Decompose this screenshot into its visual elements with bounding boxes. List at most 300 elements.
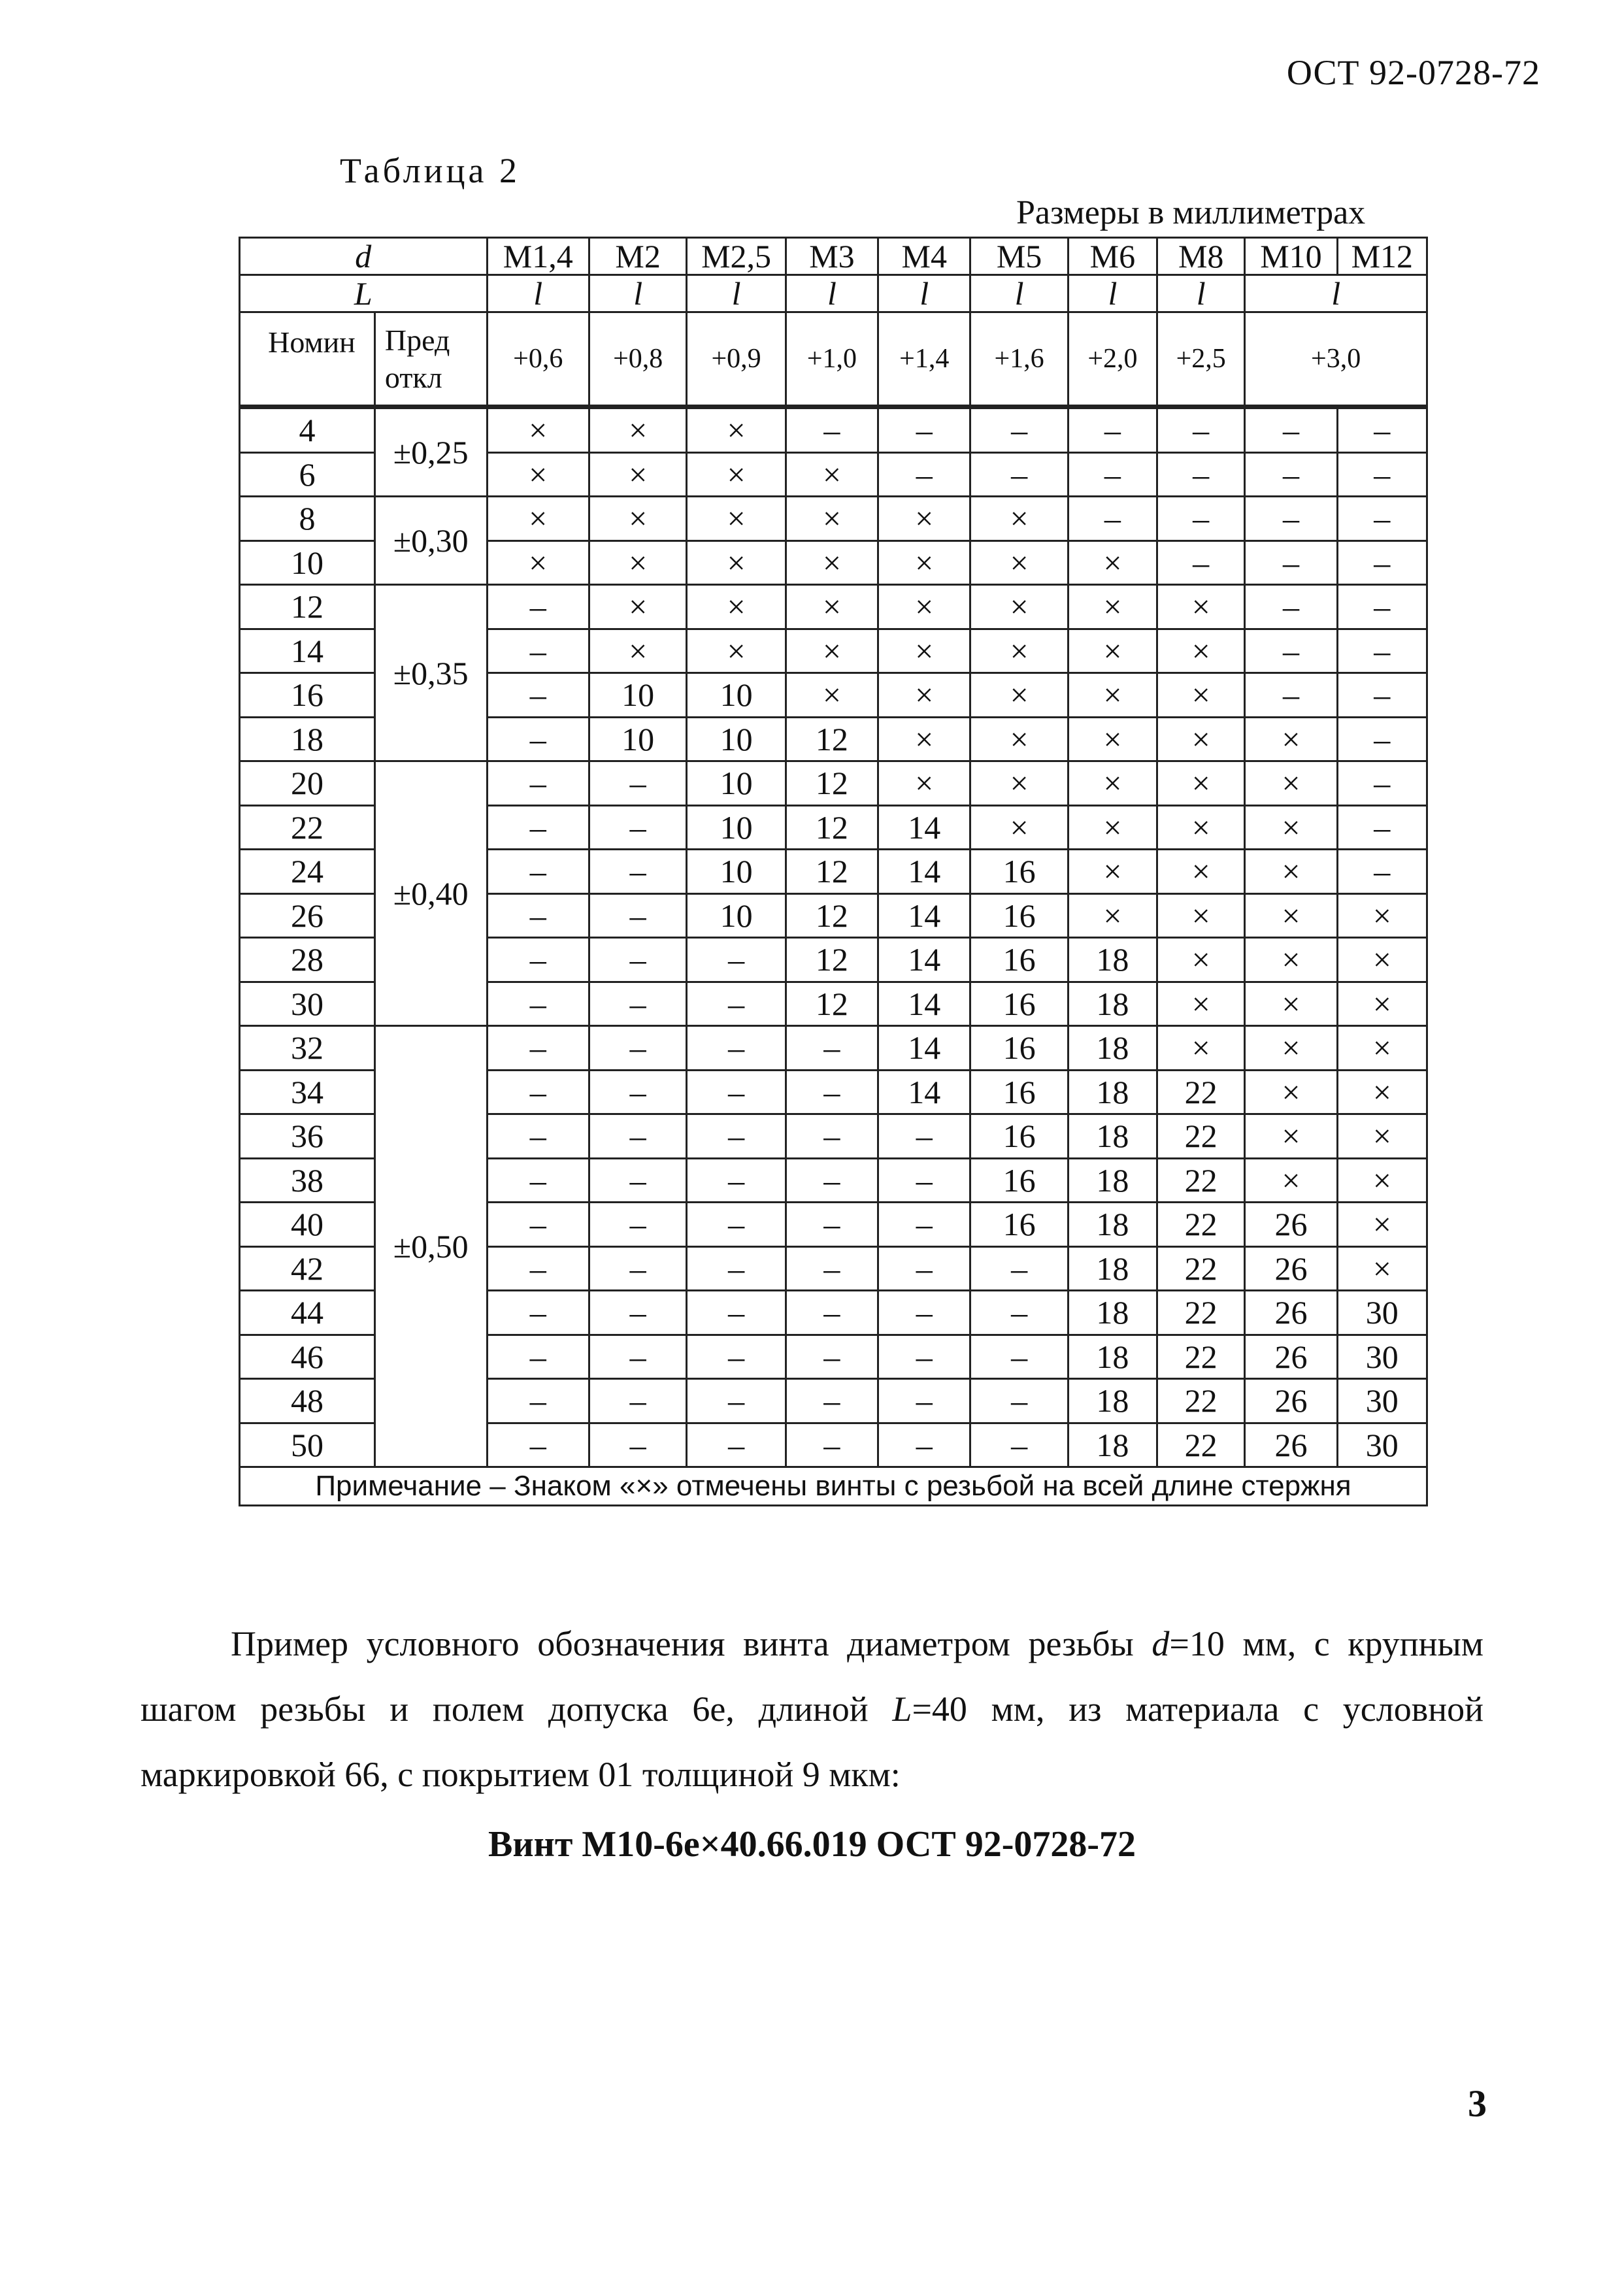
value-cell: × [487,407,589,453]
value-cell: × [1157,1026,1245,1071]
nominal-length-cell: 32 [240,1026,375,1071]
value-cell: × [786,585,878,629]
value-cell: 12 [786,717,878,761]
value-cell: 16 [970,893,1068,938]
value-cell: – [1157,452,1245,497]
value-cell: – [687,1026,786,1071]
value-cell: × [487,497,589,541]
designation-code: Винт М10-6е×40.66.019 ОСТ 92-0728-72 [488,1824,1136,1865]
thread-header-cell: М2,5 [687,238,786,275]
value-cell: – [687,1379,786,1423]
value-cell: × [1337,1246,1427,1291]
value-cell: 10 [687,893,786,938]
value-cell: – [487,717,589,761]
value-cell: – [786,1203,878,1247]
nominal-length-cell: 16 [240,673,375,718]
value-cell: 26 [1245,1203,1337,1247]
tolerance-cell: ±0,40 [374,761,487,1026]
value-cell: × [1245,850,1337,894]
value-cell: 16 [970,1114,1068,1159]
L-label: L [240,275,488,312]
value-cell: × [970,629,1068,673]
value-cell: × [786,629,878,673]
value-cell: × [1068,585,1157,629]
table-row [240,1026,1427,1071]
value-cell: – [786,1335,878,1379]
value-cell: × [1068,805,1157,850]
value-cell: 22 [1157,1335,1245,1379]
value-cell: – [1068,407,1157,453]
value-cell: – [878,1246,970,1291]
value-cell: × [687,452,786,497]
value-cell: – [786,1291,878,1335]
value-cell: – [878,1158,970,1203]
value-cell: – [878,1114,970,1159]
value-cell: 16 [970,1158,1068,1203]
value-cell: – [589,1203,686,1247]
nominal-length-cell: 24 [240,850,375,894]
value-cell: – [687,1291,786,1335]
value-cell: × [1157,585,1245,629]
value-cell: × [878,629,970,673]
nominal-length-cell: 44 [240,1291,375,1335]
value-cell: 14 [878,1070,970,1114]
value-cell: 10 [687,673,786,718]
value-cell: × [1245,1158,1337,1203]
value-cell: – [687,1203,786,1247]
value-cell: – [786,1379,878,1423]
deviation-label: Пред откл [374,312,487,407]
value-cell: – [786,1026,878,1071]
example-text-2: =10 мм, с крупным шагом резьбы и полем допуска 6е, длиной [141,1624,1483,1729]
value-cell: 26 [1245,1423,1337,1467]
d-variable: d [1152,1624,1170,1663]
value-cell: – [687,1070,786,1114]
value-cell: × [1157,982,1245,1026]
value-cell: – [487,1335,589,1379]
value-cell: – [687,1158,786,1203]
value-cell: × [786,452,878,497]
value-cell: × [589,585,686,629]
value-cell: – [1337,850,1427,894]
value-cell: 10 [687,761,786,806]
value-cell: – [487,1114,589,1159]
value-cell: – [1337,585,1427,629]
value-cell: – [1337,673,1427,718]
tolerance-cell: ±0,35 [374,585,487,761]
table-note: Примечание – Знаком «×» отмечены винты с резьбой на всей длине стержня [240,1467,1427,1506]
value-cell: × [1337,1070,1427,1114]
value-cell: – [970,1291,1068,1335]
value-cell: 18 [1068,1114,1157,1159]
d-label: d [240,238,488,275]
value-cell: – [786,1114,878,1159]
value-cell: × [687,497,786,541]
value-cell: – [1068,497,1157,541]
value-cell: 18 [1068,1335,1157,1379]
nominal-length-cell: 30 [240,982,375,1026]
value-cell: 18 [1068,1291,1157,1335]
value-cell: × [1157,717,1245,761]
value-cell: × [1157,673,1245,718]
example-text-3: =40 мм, из материала с условной маркировкой 66, с покрытием 01 толщиной 9 мкм: [141,1689,1483,1794]
value-cell: – [487,1070,589,1114]
value-cell: – [1337,805,1427,850]
value-cell: 12 [786,982,878,1026]
thread-header-cell: М5 [970,238,1068,275]
nominal-length-cell: 10 [240,540,375,585]
value-cell: × [1337,982,1427,1026]
deviation-header-row [240,312,1427,407]
thread-header-cell: М4 [878,238,970,275]
value-cell: – [970,407,1068,453]
l-deviation-cell: +1,0 [786,312,878,407]
l-deviation-cell: +0,6 [487,312,589,407]
value-cell: × [970,673,1068,718]
value-cell: – [589,1026,686,1071]
value-cell: 26 [1245,1291,1337,1335]
value-cell: – [786,407,878,453]
value-cell: 18 [1068,1246,1157,1291]
value-cell: 10 [687,717,786,761]
value-cell: – [487,629,589,673]
value-cell: 22 [1157,1203,1245,1247]
value-cell: × [687,585,786,629]
thread-header-cell: М3 [786,238,878,275]
value-cell: – [487,982,589,1026]
value-cell: × [1245,982,1337,1026]
thread-header-cell: М1,4 [487,238,589,275]
value-cell: × [589,452,686,497]
value-cell: × [1337,1026,1427,1071]
l-deviation-cell: +3,0 [1245,312,1427,407]
l-deviation-cell: +1,6 [970,312,1068,407]
value-cell: × [786,540,878,585]
value-cell: × [970,540,1068,585]
value-cell: – [878,1335,970,1379]
value-cell: – [1337,629,1427,673]
value-cell: 12 [786,938,878,982]
nominal-length-cell: 48 [240,1379,375,1423]
note-row [240,1467,1427,1506]
value-cell: × [878,761,970,806]
tolerance-cell: ±0,25 [374,407,487,497]
value-cell: 16 [970,982,1068,1026]
value-cell: 18 [1068,1026,1157,1071]
value-cell: × [1068,850,1157,894]
nominal-length-cell: 38 [240,1158,375,1203]
value-cell: – [589,1070,686,1114]
value-cell: – [589,893,686,938]
value-cell: – [487,1026,589,1071]
value-cell: – [589,1114,686,1159]
nominal-length-cell: 20 [240,761,375,806]
l-header-cell: l [1245,275,1427,312]
value-cell: – [589,850,686,894]
value-cell: – [878,1423,970,1467]
nominal-length-cell: 36 [240,1114,375,1159]
L-variable: L [892,1689,912,1729]
value-cell: – [1245,497,1337,541]
screw-length-table [239,237,1428,1506]
value-cell: – [1245,452,1337,497]
value-cell: × [589,540,686,585]
value-cell: × [1068,717,1157,761]
value-cell: – [487,585,589,629]
thread-header-cell: М12 [1337,238,1427,275]
value-cell: 22 [1157,1423,1245,1467]
value-cell: × [1068,629,1157,673]
nominal-length-cell: 8 [240,497,375,541]
thread-header-cell: М6 [1068,238,1157,275]
value-cell: – [589,805,686,850]
value-cell: × [1157,805,1245,850]
nominal-label: Номин [240,312,375,407]
value-cell: – [487,1291,589,1335]
l-deviation-cell: +0,8 [589,312,686,407]
nominal-length-cell: 12 [240,585,375,629]
nominal-length-cell: 46 [240,1335,375,1379]
value-cell: × [589,629,686,673]
value-cell: – [786,1246,878,1291]
table-row [240,407,1427,453]
value-cell: 16 [970,1070,1068,1114]
value-cell: 16 [970,1203,1068,1247]
value-cell: 18 [1068,982,1157,1026]
value-cell: – [1157,540,1245,585]
value-cell: 12 [786,893,878,938]
table-caption: Таблица 2 [340,151,520,190]
value-cell: 26 [1245,1379,1337,1423]
value-cell: – [1245,540,1337,585]
value-cell: – [1245,407,1337,453]
value-cell: × [970,761,1068,806]
value-cell: – [487,850,589,894]
nominal-length-cell: 28 [240,938,375,982]
value-cell: – [487,805,589,850]
value-cell: – [878,1203,970,1247]
value-cell: – [970,1423,1068,1467]
value-cell: – [878,1291,970,1335]
value-cell: – [1337,761,1427,806]
nominal-length-cell: 26 [240,893,375,938]
value-cell: 22 [1157,1379,1245,1423]
value-cell: × [878,673,970,718]
value-cell: × [1337,1203,1427,1247]
value-cell: × [1245,805,1337,850]
value-cell: 18 [1068,938,1157,982]
value-cell: – [687,1335,786,1379]
value-cell: 18 [1068,1070,1157,1114]
value-cell: × [1068,761,1157,806]
l-deviation-cell: +2,5 [1157,312,1245,407]
value-cell: × [1337,1114,1427,1159]
value-cell: × [1245,761,1337,806]
value-cell: – [487,1203,589,1247]
l-header-cell: l [487,275,589,312]
value-cell: – [786,1158,878,1203]
value-cell: × [878,717,970,761]
l-header-cell: l [687,275,786,312]
value-cell: 18 [1068,1203,1157,1247]
value-cell: – [878,407,970,453]
value-cell: – [1337,452,1427,497]
nominal-length-cell: 14 [240,629,375,673]
value-cell: 10 [589,673,686,718]
thread-header-cell: М8 [1157,238,1245,275]
value-cell: × [878,540,970,585]
nominal-length-cell: 40 [240,1203,375,1247]
value-cell: – [687,982,786,1026]
value-cell: × [786,673,878,718]
value-cell: × [687,540,786,585]
value-cell: × [687,629,786,673]
thread-header-cell: М10 [1245,238,1337,275]
units-note: Размеры в миллиметрах [1016,194,1366,231]
value-cell: 26 [1245,1335,1337,1379]
value-cell: – [487,1379,589,1423]
value-cell: – [487,938,589,982]
table-row [240,497,1427,541]
value-cell: × [878,585,970,629]
value-cell: × [1245,1026,1337,1071]
value-cell: – [687,938,786,982]
value-cell: – [1245,585,1337,629]
value-cell: 12 [786,805,878,850]
value-cell: 16 [970,850,1068,894]
value-cell: 16 [970,1026,1068,1071]
value-cell: – [589,982,686,1026]
value-cell: × [589,407,686,453]
value-cell: – [687,1246,786,1291]
thread-header-row [240,238,1427,275]
value-cell: – [589,938,686,982]
value-cell: × [1245,717,1337,761]
l-header-cell: l [1068,275,1157,312]
nominal-length-cell: 6 [240,452,375,497]
value-cell: – [589,761,686,806]
value-cell: × [1337,938,1427,982]
value-cell: 14 [878,982,970,1026]
value-cell: × [970,805,1068,850]
value-cell: – [589,1423,686,1467]
value-cell: 30 [1337,1379,1427,1423]
value-cell: × [1337,893,1427,938]
value-cell: 30 [1337,1335,1427,1379]
value-cell: – [786,1423,878,1467]
value-cell: 16 [970,938,1068,982]
value-cell: × [589,497,686,541]
example-text-1: Пример условного обозначения винта диаметром резьбы [231,1624,1152,1663]
value-cell: – [1068,452,1157,497]
nominal-length-cell: 42 [240,1246,375,1291]
thread-header-cell: М2 [589,238,686,275]
value-cell: × [1068,540,1157,585]
nominal-length-cell: 34 [240,1070,375,1114]
value-cell: – [1337,717,1427,761]
value-cell: – [487,893,589,938]
value-cell: – [970,1246,1068,1291]
value-cell: 14 [878,1026,970,1071]
value-cell: – [687,1114,786,1159]
value-cell: 18 [1068,1379,1157,1423]
value-cell: × [687,407,786,453]
l-deviation-cell: +1,4 [878,312,970,407]
value-cell: 12 [786,761,878,806]
l-deviation-cell: +2,0 [1068,312,1157,407]
value-cell: – [487,1423,589,1467]
value-cell: 14 [878,893,970,938]
l-header-cell: l [786,275,878,312]
value-cell: – [970,1335,1068,1379]
value-cell: – [970,1379,1068,1423]
value-cell: 18 [1068,1423,1157,1467]
value-cell: 12 [786,850,878,894]
value-cell: × [1157,850,1245,894]
value-cell: 30 [1337,1291,1427,1335]
value-cell: – [487,761,589,806]
value-cell: – [1157,497,1245,541]
nominal-length-cell: 22 [240,805,375,850]
nominal-length-cell: 18 [240,717,375,761]
l-header-cell: l [1157,275,1245,312]
value-cell: – [687,1423,786,1467]
value-cell: × [1157,761,1245,806]
value-cell: 22 [1157,1158,1245,1203]
value-cell: – [878,452,970,497]
value-cell: 14 [878,850,970,894]
table-row [240,585,1427,629]
value-cell: × [487,452,589,497]
table-row [240,761,1427,806]
value-cell: – [589,1379,686,1423]
value-cell: × [878,497,970,541]
value-cell: – [1337,540,1427,585]
value-cell: 22 [1157,1291,1245,1335]
value-cell: – [1337,497,1427,541]
value-cell: – [1245,629,1337,673]
value-cell: 14 [878,938,970,982]
value-cell: 18 [1068,1158,1157,1203]
value-cell: 10 [687,805,786,850]
value-cell: × [1245,938,1337,982]
l-header-row [240,275,1427,312]
l-header-cell: l [878,275,970,312]
value-cell: × [1245,1070,1337,1114]
value-cell: – [487,1246,589,1291]
designation-example [141,1611,1483,1807]
l-header-cell: l [589,275,686,312]
tolerance-cell: ±0,30 [374,497,487,585]
value-cell: × [1245,893,1337,938]
page-number: 3 [1468,2082,1487,2125]
value-cell: × [1157,629,1245,673]
value-cell: 22 [1157,1246,1245,1291]
value-cell: – [786,1070,878,1114]
value-cell: 22 [1157,1114,1245,1159]
value-cell: × [970,497,1068,541]
value-cell: × [1068,893,1157,938]
l-deviation-cell: +0,9 [687,312,786,407]
value-cell: × [1157,938,1245,982]
value-cell: – [589,1291,686,1335]
value-cell: – [878,1379,970,1423]
tolerance-cell: ±0,50 [374,1026,487,1467]
value-cell: × [1068,673,1157,718]
value-cell: – [970,452,1068,497]
value-cell: 26 [1245,1246,1337,1291]
value-cell: 14 [878,805,970,850]
